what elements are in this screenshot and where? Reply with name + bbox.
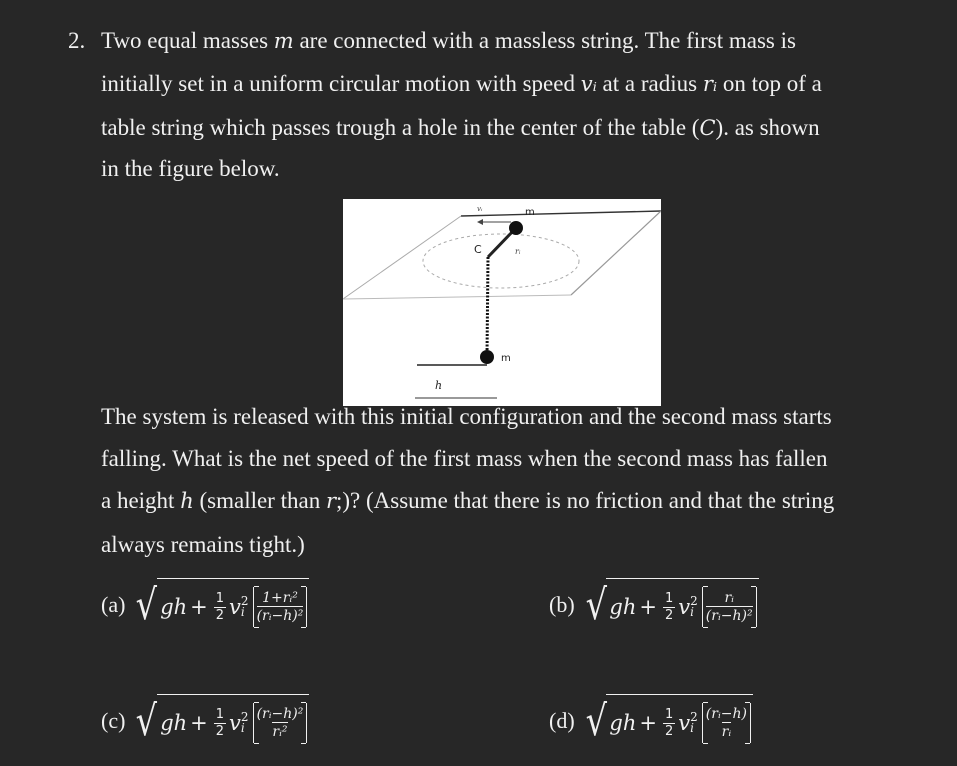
option-c-formula (133, 694, 309, 748)
intro-line-3 (101, 115, 820, 141)
question-number: 2. (68, 28, 86, 53)
option-d-formula (583, 694, 753, 748)
option-d-v-sup: 2 (690, 710, 698, 724)
sqrt-icon: √ (136, 696, 158, 745)
option-d-bracket (702, 703, 751, 743)
option-c-gh: gh (160, 711, 188, 735)
option-b-v-sub: i (690, 605, 694, 619)
option-a-half-num: 1 (215, 590, 225, 606)
intro-line-1-b: are connected with a massless string. The first mass is (293, 28, 796, 53)
option-a[interactable] (101, 578, 309, 632)
option-b-plus: + (639, 595, 657, 619)
option-c-den: rᵢ² (272, 724, 288, 740)
option-b-half-den: 2 (665, 607, 674, 623)
option-c-num: (rᵢ−h)² (256, 706, 304, 722)
option-c-half-den: 2 (215, 723, 225, 739)
option-a-bracket (253, 587, 308, 627)
option-d-label: (d) (549, 708, 575, 733)
option-c[interactable] (101, 694, 309, 748)
intro-line-1-a: Two equal masses (101, 28, 274, 53)
bottom-mass (480, 350, 494, 364)
table-left-edge (343, 216, 461, 299)
intro-line-2-c: on top of a (717, 71, 822, 96)
intro-speed-symbol: vᵢ (580, 72, 597, 96)
option-d-den: rᵢ (721, 724, 732, 740)
body-line-3-b: (smaller than (193, 488, 326, 513)
option-d-half (663, 708, 675, 739)
option-a-v: v (229, 595, 241, 619)
sqrt-icon: √ (585, 580, 607, 629)
body-line-4: always remains tight.) (101, 532, 305, 557)
problem-figure (343, 199, 661, 406)
option-b-v-scripts (690, 596, 698, 618)
intro-mass-symbol: m (273, 29, 294, 53)
table-bottom-edge (343, 295, 571, 299)
option-a-half (214, 592, 226, 623)
option-d-v: v (678, 711, 691, 735)
label-m-top: m (525, 207, 535, 218)
option-b-formula (583, 578, 759, 632)
table-top-edge (461, 211, 661, 216)
option-c-plus: + (190, 711, 208, 735)
option-b-label: (b) (549, 592, 575, 617)
sqrt-icon: √ (585, 696, 607, 745)
intro-line-3-b: ). as shown (715, 115, 820, 140)
string-radius (488, 229, 515, 257)
label-m-bottom: m (501, 353, 511, 364)
option-a-plus: + (190, 595, 208, 619)
option-b-bracket (702, 587, 757, 627)
body-height-symbol: h (180, 489, 194, 513)
option-a-formula (133, 578, 309, 632)
label-vi: vᵢ (477, 205, 483, 213)
option-c-v-sup: 2 (240, 710, 249, 724)
intro-line-3-a: table string which passes trough a hole in the center of the table ( (101, 115, 700, 140)
option-a-v-sup: 2 (240, 594, 249, 608)
option-b-half (663, 592, 675, 623)
intro-center-symbol: C (699, 116, 716, 140)
intro-line-4-a: in the figure below. (101, 156, 280, 181)
label-ri: rᵢ (515, 247, 521, 256)
intro-line-4 (101, 156, 280, 182)
body-r-symbol: r (325, 489, 336, 513)
option-d-gh: gh (609, 711, 637, 735)
option-d-num: (rᵢ−h) (705, 706, 747, 722)
option-d-half-num: 1 (665, 706, 674, 722)
body-line-3-c: ;)? (Assume that there is no friction and that the string (336, 488, 835, 513)
intro-line-1 (101, 28, 796, 54)
velocity-arrowhead (477, 219, 483, 225)
option-a-label: (a) (101, 592, 126, 617)
option-d-half-den: 2 (665, 723, 674, 739)
intro-line-2 (101, 71, 822, 97)
option-a-v-sub: i (240, 605, 245, 619)
option-b[interactable] (549, 578, 759, 632)
option-a-num: 1+rᵢ² (262, 590, 298, 606)
option-d-v-sub: i (690, 721, 694, 735)
option-b-den: (rᵢ−h)² (705, 608, 753, 624)
option-c-v-sub: i (240, 721, 245, 735)
option-c-bracket (253, 703, 308, 743)
figure-drawing (343, 199, 661, 406)
option-a-v-scripts (241, 596, 249, 618)
option-a-den: (rᵢ−h)² (256, 608, 304, 624)
body-line-2: falling. What is the net speed of the first mass when the second mass has fallen (101, 446, 828, 471)
sqrt-icon: √ (136, 580, 158, 629)
label-C: C (474, 243, 482, 256)
body-line-3-a: a height (101, 488, 181, 513)
option-b-gh: gh (609, 595, 637, 619)
option-d[interactable] (549, 694, 753, 748)
option-b-v-sup: 2 (690, 594, 698, 608)
table-right-edge (571, 211, 661, 295)
option-b-v: v (678, 595, 691, 619)
label-h: h (435, 379, 443, 392)
option-a-gh: gh (160, 595, 188, 619)
body-line-1: The system is released with this initial configuration and the second mass starts (101, 404, 832, 429)
intro-line-2-a: initially set in a uniform circular motion with speed (101, 71, 581, 96)
option-b-num: rᵢ (724, 590, 734, 606)
option-d-plus: + (639, 711, 657, 735)
intro-line-2-b: at a radius (596, 71, 703, 96)
top-mass (509, 221, 523, 235)
option-c-half-num: 1 (215, 706, 225, 722)
intro-radius-symbol: rᵢ (702, 72, 718, 96)
option-c-half (214, 708, 226, 739)
body-line-3 (101, 488, 834, 514)
option-a-half-den: 2 (215, 607, 225, 623)
string-hanging (487, 257, 488, 355)
option-c-v-scripts (241, 712, 249, 734)
option-d-v-scripts (690, 712, 698, 734)
option-c-label: (c) (101, 708, 126, 733)
option-b-half-num: 1 (665, 590, 674, 606)
option-c-v: v (229, 711, 241, 735)
